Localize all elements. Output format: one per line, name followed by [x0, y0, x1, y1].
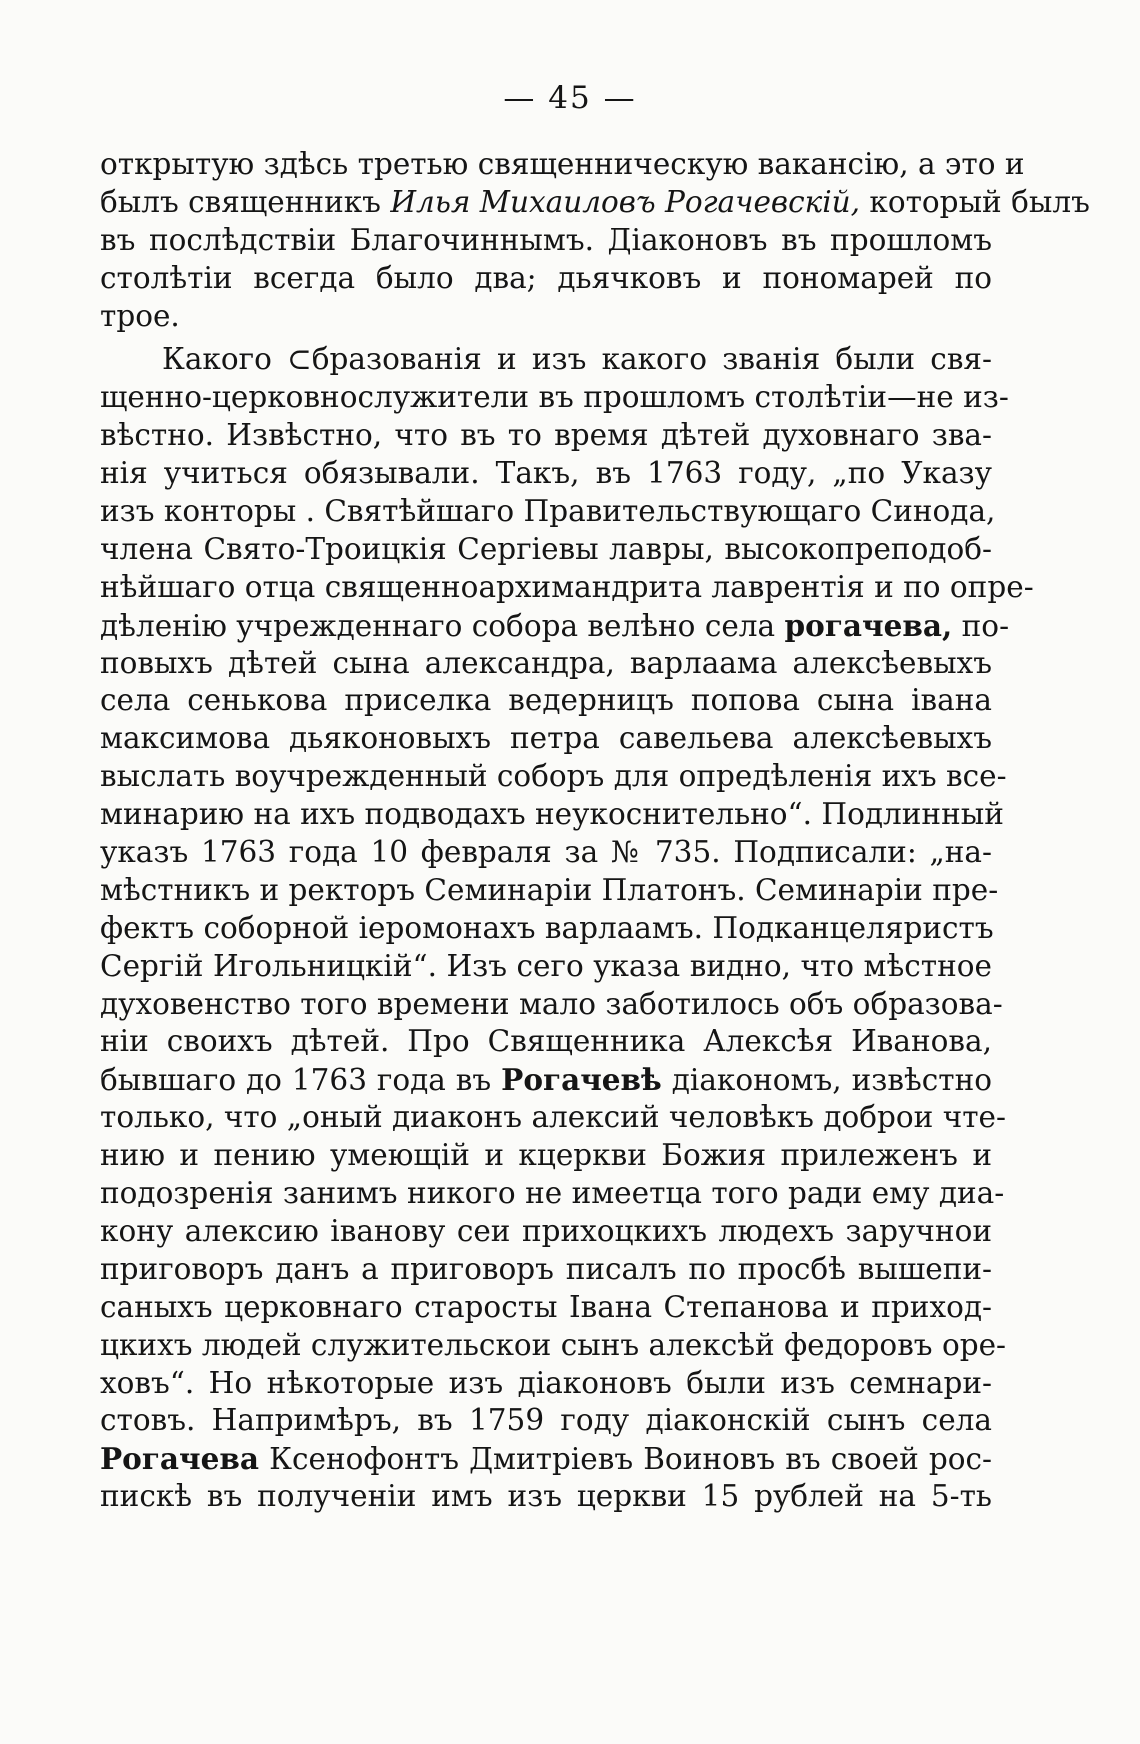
- text-line: указъ 1763 года 10 февраля за № 735. Подписали: „на-: [100, 835, 992, 870]
- text-line: въ послѣдствіи Благочиннымъ. Діаконовъ въ прошломъ: [100, 222, 992, 257]
- page-number: — 45 —: [503, 80, 637, 116]
- text-line: минарию на ихъ подводахъ неукоснительно“. Подлинный: [100, 797, 1004, 832]
- text-line: бывшаго до 1763 года въ Рогачевѣ діакономъ, извѣстно: [100, 1062, 992, 1098]
- text-line: щенно-церковнослужители въ прошломъ столѣтіи—не из-: [100, 380, 1009, 415]
- text-line: стовъ. Напримѣръ, въ 1759 году діаконскій сынъ села: [100, 1403, 992, 1438]
- text-line: члена Свято-Троицкія Сергіевы лавры, высокопреподоб-: [100, 531, 992, 566]
- text-line: только, что „оный диаконъ алексий человѣкъ доброи чте-: [100, 1100, 1006, 1135]
- text-line: ніи своихъ дѣтей. Про Священника Алексѣя Иванова,: [100, 1024, 992, 1059]
- text-line: нія учиться обязывали. Такъ, въ 1763 году, „по Указу: [100, 456, 992, 491]
- text-line: нию и пению умеющій и кцеркви Божия прилеженъ и: [100, 1138, 992, 1173]
- text-line: Какого ⊂бразованія и изъ какого званія были свя-: [162, 342, 992, 377]
- text-line: дѣленію учрежденнаго собора велѣно села рогачева, по-: [100, 607, 1010, 643]
- text-line: цкихъ людей служительскои сынъ алексѣй федоровъ оре-: [100, 1327, 1007, 1362]
- text-line: духовенство того времени мало заботилось объ образова-: [100, 986, 1003, 1021]
- text-line: мѣстникъ и ректоръ Семинаріи Платонъ. Семинаріи пре-: [100, 872, 999, 907]
- bold-place-name: Рогачева: [100, 1441, 260, 1477]
- text-line: трое.: [100, 298, 180, 333]
- text-line: саныхъ церковнаго старосты Івана Степанова и приход-: [100, 1289, 992, 1324]
- text-line: выслать воучрежденный соборъ для опредѣленія ихъ все-: [100, 759, 1007, 794]
- text-line: нѣйшаго отца священноархимандрита лаврентія и по опре-: [100, 569, 1034, 604]
- text-line: подозренія занимъ никого не имеетца того ради ему диа-: [100, 1176, 1005, 1211]
- text-line: Сергій Игольницкій“. Изъ сего указа видно, что мѣстное: [100, 948, 992, 983]
- bold-place-name: Рогачевѣ: [501, 1062, 662, 1098]
- body-text: [100, 146, 1090, 1516]
- text-line: кону алексию іванову сеи прихоцкихъ людехъ заручнои: [100, 1213, 992, 1248]
- text-line: приговоръ данъ а приговоръ писалъ по просбѣ вышепи-: [100, 1251, 992, 1286]
- text-line: пискѣ въ полученіи имъ изъ церкви 15 рублей на 5-ть: [100, 1479, 992, 1514]
- text-line: открытую здѣсь третью священническую вакансію, а это и: [100, 147, 1025, 181]
- text-line: ховъ“. Но нѣкоторые изъ діаконовъ были изъ семнари-: [100, 1365, 992, 1400]
- text-line: изъ конторы . Святѣйшаго Правительствующаго Синода,: [100, 494, 996, 529]
- bold-place-name: рогачева,: [784, 607, 953, 643]
- text-line: столѣтіи всегда было два; дьячковъ и пономарей по: [100, 260, 992, 295]
- text-line: вѣстно. Извѣстно, что въ то время дѣтей духовнаго зва-: [100, 418, 992, 453]
- text-line: былъ священникъ Илья Михаиловъ Рогачевскій, который былъ: [100, 184, 1090, 219]
- italic-name: Илья Михаиловъ Рогачевскій,: [390, 184, 861, 219]
- text-line: Рогачева Ксенофонтъ Дмитріевъ Воиновъ въ своей рос-: [100, 1441, 992, 1477]
- text-line: села сенькова приселка ведерницъ попова сына івана: [100, 683, 992, 718]
- text-line: фектъ соборной іеромонахъ варлаамъ. Подканцеляристъ: [100, 910, 994, 945]
- text-line: максимова дьяконовыхъ петра савельева алексѣевыхъ: [100, 721, 992, 756]
- text-line: повыхъ дѣтей сына александра, варлаама алексѣевыхъ: [100, 645, 992, 680]
